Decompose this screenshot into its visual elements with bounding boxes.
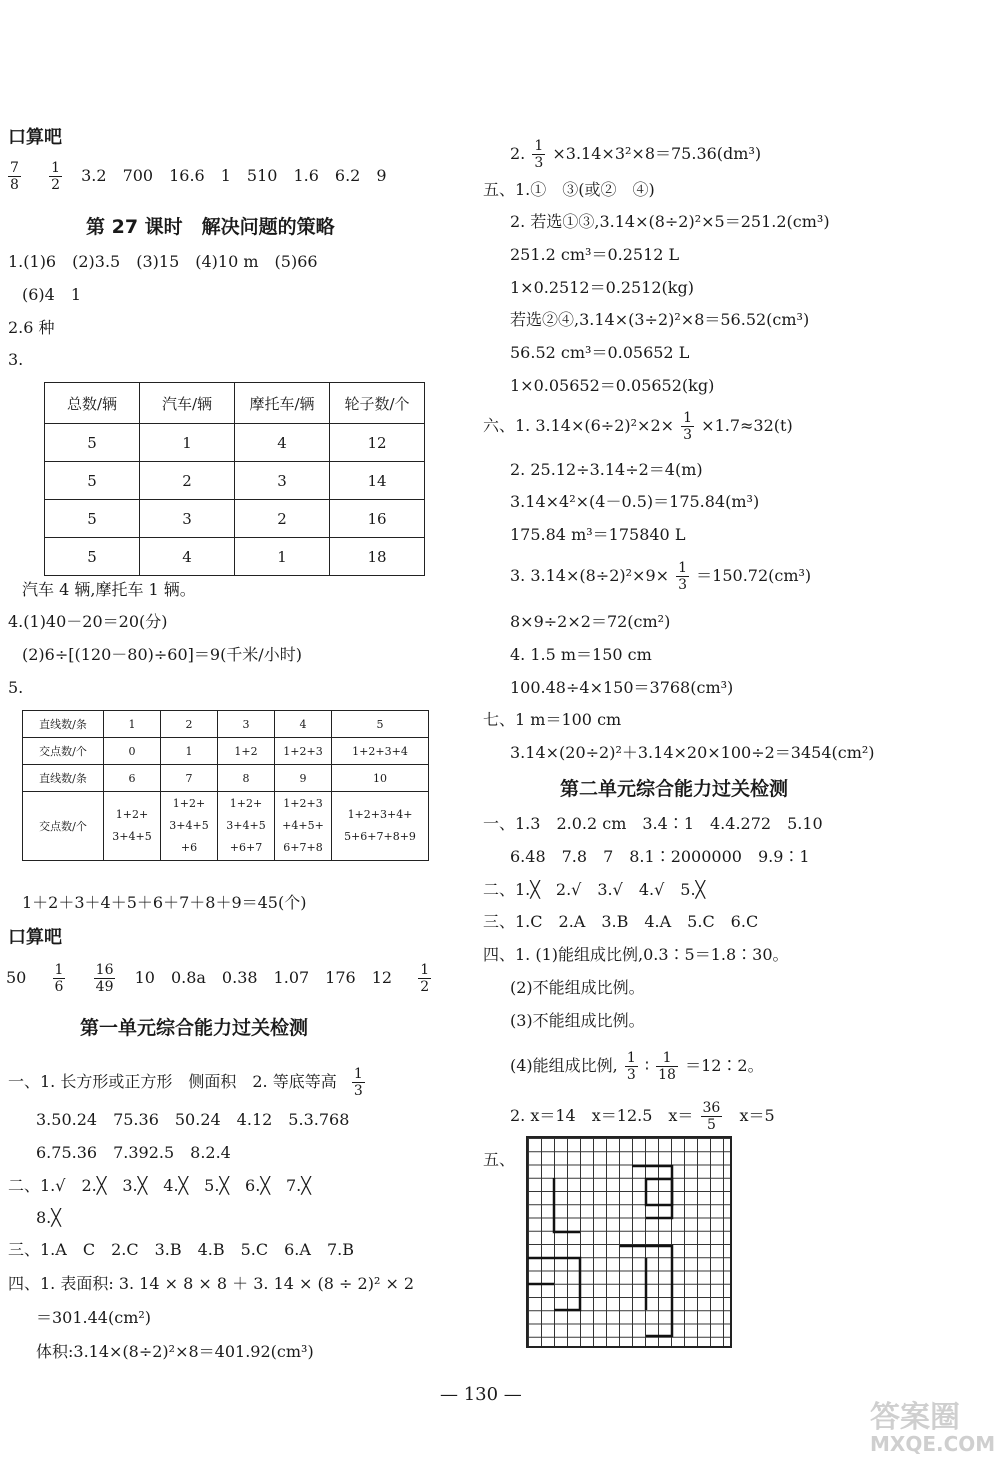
table-cell: 14 xyxy=(330,462,425,500)
drawing-grid xyxy=(526,1136,732,1348)
u1-line-1b: 3.50.24 75.36 50.24 4.12 5.3.768 xyxy=(36,1110,350,1129)
table-cell: 2 xyxy=(140,462,235,500)
r5-line-4: 1×0.2512＝0.2512(kg) xyxy=(510,278,694,297)
fraction: $\frac{1}{3}$ xyxy=(683,410,693,443)
fraction: $\frac{1}{6}$ xyxy=(54,962,64,995)
fraction: $\frac{1}{18}$ xyxy=(658,1050,676,1083)
q3-answer: 汽车 4 辆,摩托车 1 辆。 xyxy=(22,580,196,599)
fraction: $\frac{1}{3}$ xyxy=(534,138,544,171)
table-cell: 直线数/条 xyxy=(23,711,104,738)
table-cell: 直线数/条 xyxy=(23,765,104,792)
q1-line-b: (6)4 1 xyxy=(22,285,82,304)
r6-line-2: 2. 25.12÷3.14÷2＝4(m) xyxy=(510,460,703,479)
table-cell: 5 xyxy=(45,424,140,462)
q1-line-a: 1.(1)6 (2)3.5 (3)15 (4)10 m (5)66 xyxy=(8,252,318,271)
table-cell: 1+2+3+4+ 5+6+7+8+9 xyxy=(332,792,429,861)
table-cell: 2 xyxy=(235,500,330,538)
u2-line-4a: 四、1. (1)能组成比例,0.3∶5＝1.8∶30。 xyxy=(483,945,789,964)
table-cell: 5 xyxy=(45,500,140,538)
table-cell: 1+2+ 3+4+5 +6+7 xyxy=(218,792,275,861)
table-cell: 1 xyxy=(140,424,235,462)
r6-line-6: 8×9÷2×2＝72(cm²) xyxy=(510,612,671,631)
q4-line-b: (2)6÷[(120－80)÷60]＝9(千米/小时) xyxy=(22,645,302,664)
grid-figures xyxy=(528,1138,734,1350)
page-number: — 130 — xyxy=(440,1384,522,1405)
table-cell: 1+2 xyxy=(218,738,275,765)
watermark-logo: 答案圈 xyxy=(870,1400,960,1435)
table-cell: 0 xyxy=(104,738,161,765)
u2-line-2: 二、1.╳ 2.√ 3.√ 4.√ 5.╳ xyxy=(483,880,706,899)
table-cell: 3 xyxy=(140,500,235,538)
watermark-url: MXQE.COM xyxy=(870,1432,996,1456)
fraction: $\frac{1}{3}$ xyxy=(353,1066,363,1099)
table-cell: 1+2+3+4 xyxy=(332,738,429,765)
r6-line-7: 4. 1.5 m＝150 cm xyxy=(510,645,652,664)
u1-line-3: 三、1.A C 2.C 3.B 4.B 5.C 6.A 7.B xyxy=(8,1240,354,1259)
r7-line-1: 七、1 m＝100 cm xyxy=(483,710,622,729)
table-cell: 4 xyxy=(275,711,332,738)
fraction: $\frac{1}{2}$ xyxy=(51,160,61,193)
u2-line-4e: 2. x＝14 x＝12.5 x＝ $\frac{36}{5}$ x＝5 xyxy=(510,1100,775,1133)
table-cell: 1 xyxy=(235,538,330,576)
q2: 2.6 种 xyxy=(8,318,55,337)
u2-line-5: 五、 xyxy=(483,1150,516,1169)
r-line-1: 2. $\frac{1}{3}$ ×3.14×3²×8＝75.36(dm³) xyxy=(510,138,762,171)
table-intersections xyxy=(22,710,429,861)
u2-line-4c: (3)不能组成比例。 xyxy=(510,1011,645,1030)
table-header: 总数/辆 xyxy=(45,383,140,424)
r6-line-8: 100.48÷4×150＝3768(cm³) xyxy=(510,678,734,697)
table-cell: 3 xyxy=(235,462,330,500)
table-cell: 5 xyxy=(45,538,140,576)
table-cell: 1+2+3 +4+5+ 6+7+8 xyxy=(275,792,332,861)
q3-label: 3. xyxy=(8,350,24,369)
table-cell: 2 xyxy=(161,711,218,738)
u1-line-4c: 体积:3.14×(8÷2)²×8＝401.92(cm³) xyxy=(36,1342,314,1361)
table-header: 摩托车/辆 xyxy=(235,383,330,424)
table-vehicles xyxy=(44,382,425,576)
table-cell: 18 xyxy=(330,538,425,576)
table-cell: 1+2+3 xyxy=(275,738,332,765)
r5-line-6: 56.52 cm³＝0.05652 L xyxy=(510,343,690,362)
kousuan-row-1: $\frac{7}{8}$ $\frac{1}{2}$ 3.2 700 16.6 1 510 1.6 6.2 9 xyxy=(10,160,387,193)
u1-line-4b: ＝301.44(cm²) xyxy=(36,1308,152,1327)
r7-line-2: 3.14×(20÷2)²＋3.14×20×100÷2＝3454(cm²) xyxy=(510,743,875,762)
lesson-title: 第 27 课时 解决问题的策略 xyxy=(86,216,335,238)
table-cell: 4 xyxy=(235,424,330,462)
r5-line-2: 2. 若选①③,3.14×(8÷2)²×5＝251.2(cm³) xyxy=(510,212,830,231)
table-cell: 1+2+ 3+4+5 +6 xyxy=(161,792,218,861)
table-cell: 3 xyxy=(218,711,275,738)
table-cell: 交点数/个 xyxy=(23,792,104,861)
table-cell: 9 xyxy=(275,765,332,792)
r5-line-1: 五、1.① ③(或② ④) xyxy=(483,180,655,199)
r6-line-3: 3.14×4²×(4－0.5)＝175.84(m³) xyxy=(510,492,760,511)
q4-line-a: 4.(1)40－20＝20(分) xyxy=(8,612,168,631)
unit2-title: 第二单元综合能力过关检测 xyxy=(560,778,789,800)
u2-line-3: 三、1.C 2.A 3.B 4.A 5.C 6.C xyxy=(483,912,759,931)
fraction: $\frac{1}{3}$ xyxy=(678,560,688,593)
table-cell: 8 xyxy=(218,765,275,792)
u1-line-2b: 8.╳ xyxy=(36,1208,61,1227)
kousuan-row-2: 50 $\frac{1}{6}$ $\frac{16}{49}$ 10 0.8a 0.38 1.07 176 12 $\frac{1}{2}$ xyxy=(6,962,430,995)
unit1-title: 第一单元综合能力过关检测 xyxy=(80,1017,309,1039)
table-cell: 5 xyxy=(45,462,140,500)
fraction: $\frac{1}{2}$ xyxy=(420,962,430,995)
kousuan-title-1: 口算吧 xyxy=(8,127,62,148)
u2-line-4d: (4)能组成比例, $\frac{1}{3}$ ∶ $\frac{1}{18}$ ＝12∶2。 xyxy=(510,1050,764,1083)
u2-line-1b: 6.48 7.8 7 8.1∶2000000 9.9∶1 xyxy=(510,847,810,866)
table-cell: 5 xyxy=(332,711,429,738)
fraction: $\frac{36}{5}$ xyxy=(702,1100,721,1133)
table-cell: 1 xyxy=(161,738,218,765)
fraction: $\frac{16}{49}$ xyxy=(95,962,114,995)
kousuan-title-2: 口算吧 xyxy=(8,927,62,948)
table-cell: 6 xyxy=(104,765,161,792)
u2-line-1a: 一、1.3 2.0.2 cm 3.4∶1 4.4.272 5.10 xyxy=(483,814,823,833)
q5-answer: 1＋2＋3＋4＋5＋6＋7＋8＋9＝45(个) xyxy=(22,893,307,912)
fraction: $\frac{7}{8}$ xyxy=(10,160,19,193)
table-header: 汽车/辆 xyxy=(140,383,235,424)
fraction: $\frac{1}{3}$ xyxy=(626,1050,636,1083)
table-header: 轮子数/个 xyxy=(330,383,425,424)
table-cell: 12 xyxy=(330,424,425,462)
table-cell: 7 xyxy=(161,765,218,792)
table-cell: 10 xyxy=(332,765,429,792)
u1-line-1a: 一、1. 长方形或正方形 侧面积 2. 等底等高 $\frac{1}{3}$ xyxy=(8,1066,363,1099)
table-cell: 1 xyxy=(104,711,161,738)
u1-line-1c: 6.75.36 7.392.5 8.2.4 xyxy=(36,1143,231,1162)
r6-line-5: 3. 3.14×(8÷2)²×9× $\frac{1}{3}$ ＝150.72(cm³) xyxy=(510,560,812,593)
r5-line-3: 251.2 cm³＝0.2512 L xyxy=(510,245,680,264)
u2-line-4b: (2)不能组成比例。 xyxy=(510,978,645,997)
r5-line-7: 1×0.05652＝0.05652(kg) xyxy=(510,376,715,395)
table-cell: 4 xyxy=(140,538,235,576)
u1-line-2a: 二、1.√ 2.╳ 3.╳ 4.╳ 5.╳ 6.╳ 7.╳ xyxy=(8,1176,311,1195)
table-cell: 16 xyxy=(330,500,425,538)
u1-line-4a: 四、1. 表面积: 3. 14 × 8 × 8 ＋ 3. 14 × (8 ÷ 2)² × 2 xyxy=(8,1274,415,1293)
q5-label: 5. xyxy=(8,678,24,697)
r5-line-5: 若选②④,3.14×(3÷2)²×8＝56.52(cm³) xyxy=(510,310,810,329)
r6-line-1: 六、1. 3.14×(6÷2)²×2× $\frac{1}{3}$ ×1.7≈32(t) xyxy=(483,410,793,443)
table-cell: 1+2+ 3+4+5 xyxy=(104,792,161,861)
r6-line-4: 175.84 m³＝175840 L xyxy=(510,525,686,544)
table-cell: 交点数/个 xyxy=(23,738,104,765)
